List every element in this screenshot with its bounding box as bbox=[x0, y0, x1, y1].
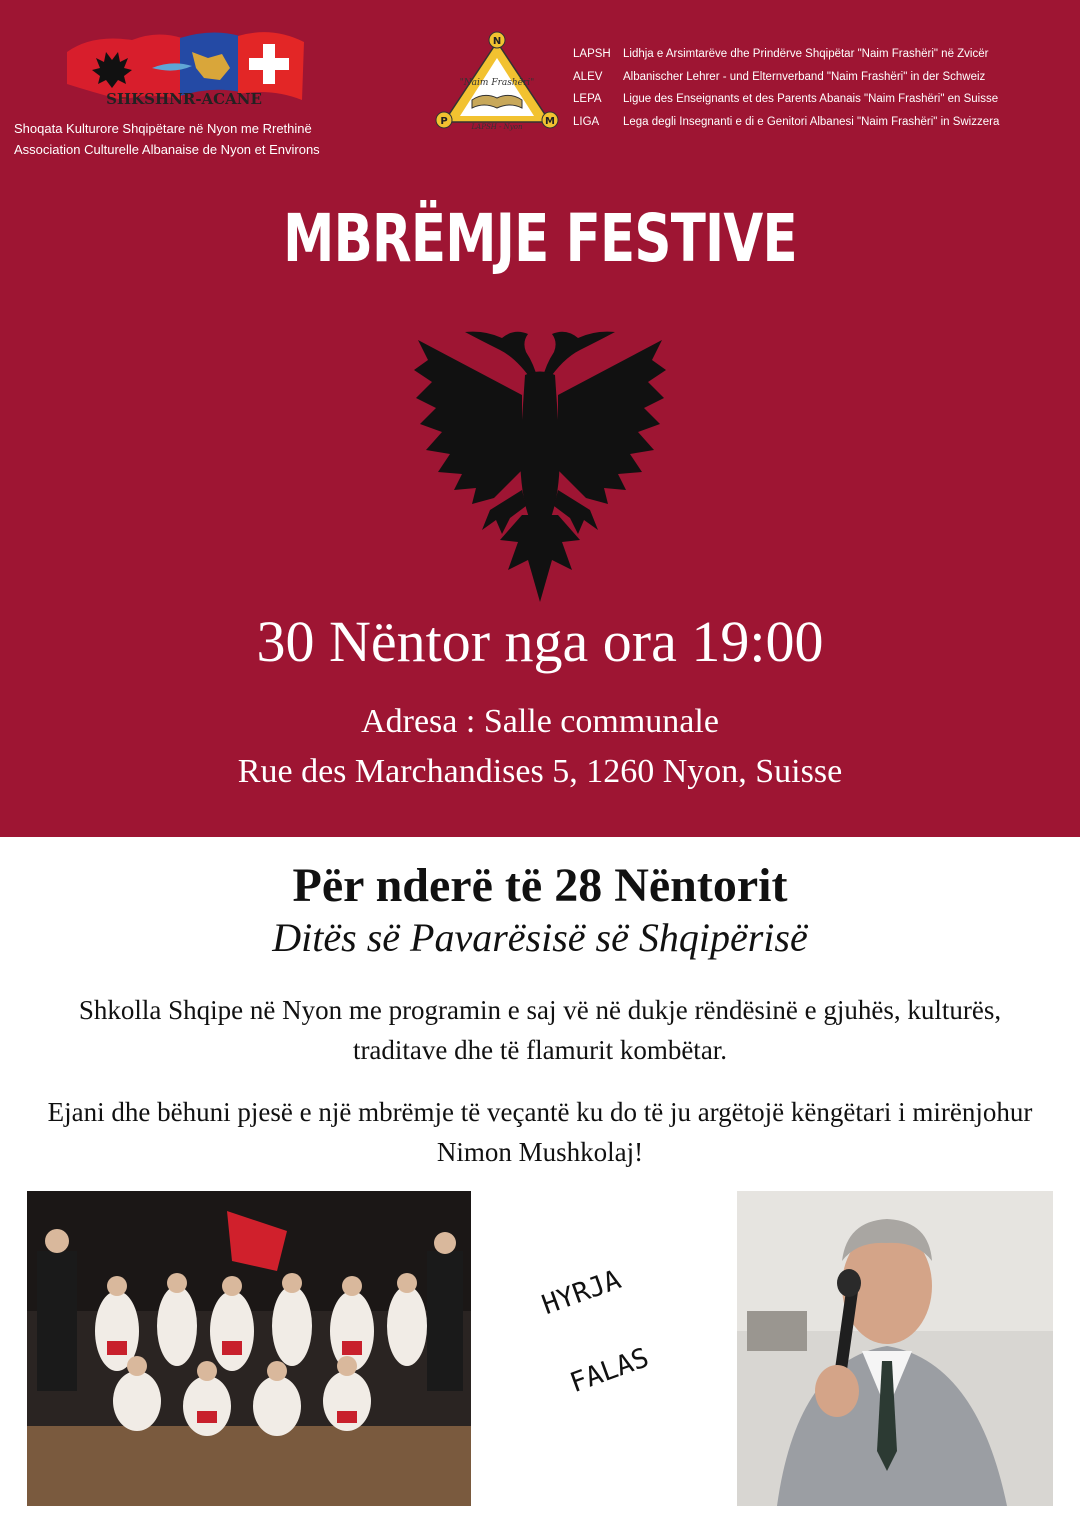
logo-letter-m: M bbox=[545, 116, 555, 127]
federation-abbr: LAPSH bbox=[573, 48, 611, 60]
federation-row bbox=[573, 111, 999, 134]
school-group-photo bbox=[27, 1191, 471, 1506]
event-title: MBRËMJE FESTIVE bbox=[283, 200, 797, 277]
federation-row bbox=[573, 88, 999, 111]
singer-photo bbox=[737, 1191, 1053, 1506]
federation-abbr: ALEV bbox=[573, 70, 603, 83]
association-name-french: Association Culturelle Albanaise de Nyon et Environs bbox=[14, 142, 320, 157]
invitation-text: Ejani dhe bëhuni pjesë e një mbrëmje të veçantë ku do të ju argëtojë këngëtari i mirënjohur Nimon Mushkolaj! bbox=[47, 1097, 1033, 1167]
federation-row bbox=[573, 43, 999, 66]
event-venue: Adresa : Salle communale bbox=[361, 703, 719, 740]
association-name-albanian: Shoqata Kulturore Shqipëtare në Nyon me Rrethinë bbox=[14, 121, 312, 136]
free-entry-text: HYRJA bbox=[538, 1264, 625, 1322]
school-description: Shkolla Shqipe në Nyon me programin e saj vë në dukje rëndësinë e gjuhës, kulturës, traditave dhe të flamurit kombëtar. bbox=[78, 995, 1002, 1065]
federation-full-name: Albanischer Lehrer - und Elternverband "Naim Frashëri" in der Schweiz bbox=[623, 70, 986, 83]
logo-letter-p: P bbox=[440, 116, 448, 127]
federation-abbr: LIGA bbox=[573, 115, 600, 128]
occasion-heading: Për nderë të 28 Nëntorit bbox=[292, 859, 788, 912]
double-headed-eagle-icon bbox=[410, 320, 670, 605]
federation-full-name: Ligue des Enseignants et des Parents Abanais "Naim Frashëri" en Suisse bbox=[623, 93, 999, 105]
federation-names bbox=[573, 43, 999, 133]
event-street-address: Rue des Marchandises 5, 1260 Nyon, Suisse bbox=[237, 753, 843, 790]
federation-row bbox=[573, 66, 999, 89]
logo-bottom-text: LAPSH - Nyon bbox=[471, 123, 523, 131]
association-flags-logo bbox=[62, 22, 307, 112]
federation-full-name: Lega degli Insegnanti e di e Genitori Albanesi "Naim Frashëri" in Swizzera bbox=[623, 115, 1000, 128]
free-entry-text: FALAS bbox=[566, 1342, 653, 1400]
association-logo-text: SHKSHNR-ACANE bbox=[106, 90, 262, 108]
association-name bbox=[14, 118, 320, 160]
logo-letter-n: N bbox=[492, 36, 502, 47]
naim-frasheri-logo bbox=[432, 30, 562, 134]
occasion-subheading: Ditës së Pavarësisë së Shqipërisë bbox=[272, 915, 808, 960]
event-date-time: 30 Nëntor nga ora 19:00 bbox=[256, 609, 824, 674]
federation-full-name: Lidhja e Arsimtarëve dhe Prindërve Shqipëtar "Naim Frashëri" në Zvicër bbox=[623, 48, 989, 60]
logo-arc-text: "Naim Frashëri" bbox=[459, 78, 535, 88]
federation-abbr: LEPA bbox=[573, 93, 602, 105]
